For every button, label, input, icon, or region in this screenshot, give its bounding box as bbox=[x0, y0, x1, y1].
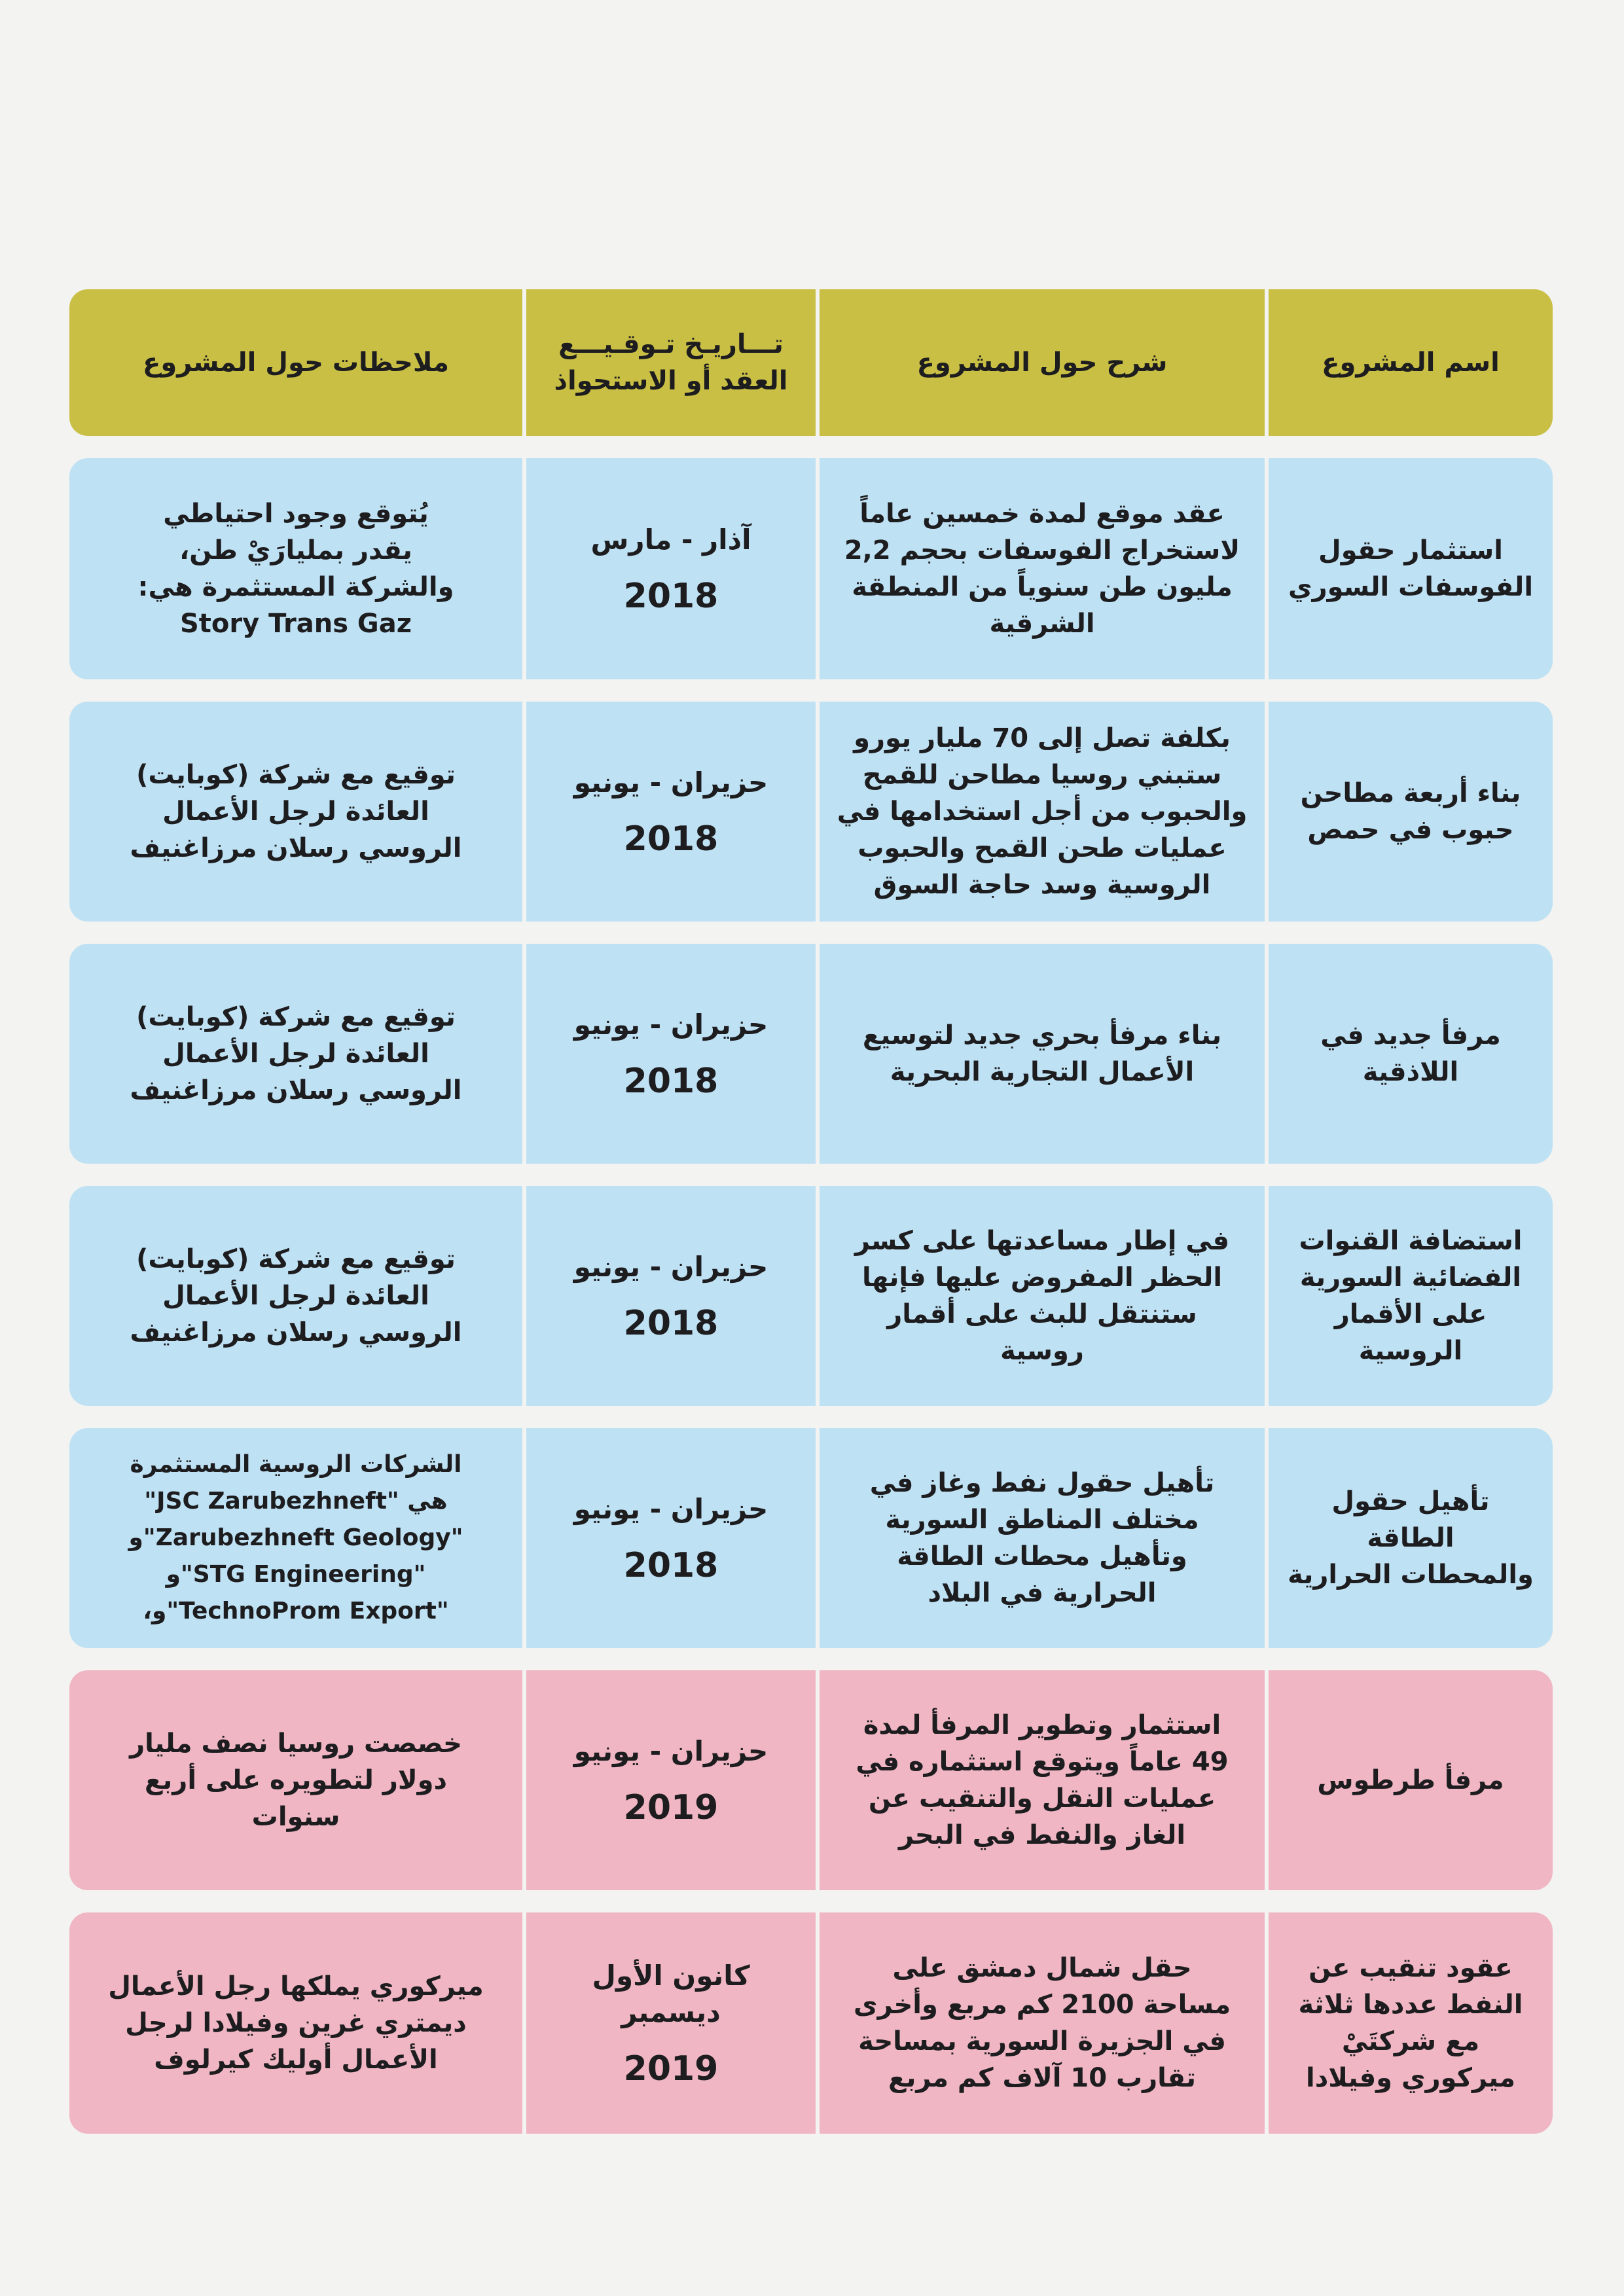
project-explanation: بكلفة تصل إلى 70 مليار يورو ستبني روسيا مطاحن للقمح والحبوب من أجل استخدامها في عمليات طحن القمح والحبوب الروسية وسد حاجة السوق bbox=[816, 702, 1265, 922]
header-notes: ملاحظات حول المشروع bbox=[69, 289, 522, 436]
project-explanation: في إطار مساعدتها على كسر الحظر المفروض عليها فإنها ستنتقل للبث على أقمار روسية bbox=[816, 1186, 1265, 1406]
date-label: حزيران - يونيو bbox=[573, 766, 768, 798]
project-notes: الشركات الروسية المستثمرة هي "JSC Zarubezhneft" "Zarubezhneft Geology"و "STG Engineering"و "TechnoProm Export"و، bbox=[69, 1428, 522, 1648]
header-date: تـــاريـخ تـوقـيـــع العقد أو الاستحواذ bbox=[522, 289, 816, 436]
project-date bbox=[522, 1912, 816, 2134]
project-notes: يُتوقع وجود احتياطي يقدر بمليارَيْ طن، والشركة المستثمرة هي: Story Trans Gaz bbox=[69, 458, 522, 679]
project-explanation: عقد موقع لمدة خمسين عاماً لاستخراج الفوسفات بحجم 2,2 مليون طن سنوياً من المنطقة الشرقية bbox=[816, 458, 1265, 679]
project-name: استضافة القنوات الفضائية السورية على الأقمار الروسية bbox=[1265, 1186, 1553, 1406]
date-label: حزيران - يونيو bbox=[573, 1009, 768, 1041]
date-label: حزيران - يونيو bbox=[573, 1493, 768, 1525]
table-row bbox=[69, 1428, 1553, 1648]
project-notes: توقيع مع شركة (كوبايت) العائدة لرجل الأعمال الروسي رسلان مرزاغنيف bbox=[69, 944, 522, 1164]
date-label: آذار - مارس bbox=[590, 524, 751, 556]
date-year: 2018 bbox=[623, 1546, 719, 1585]
date-year: 2019 bbox=[623, 1788, 719, 1827]
date-label: حزيران - يونيو bbox=[573, 1735, 768, 1767]
project-notes: خصصت روسيا نصف مليار دولار لتطويره على أربع سنوات bbox=[69, 1670, 522, 1890]
project-name: استثمار حقول الفوسفات السوري bbox=[1265, 458, 1553, 679]
date-year: 2018 bbox=[623, 819, 719, 859]
date-label: كانون الأول ديسمبر bbox=[592, 1960, 750, 2028]
project-name: عقود تنقيب عن النفط عددها ثلاثة مع شركتَيْ ميركوري وفيلادا bbox=[1265, 1912, 1553, 2134]
project-explanation: بناء مرفأ بحري جديد لتوسيع الأعمال التجارية البحرية bbox=[816, 944, 1265, 1164]
project-explanation: استثمار وتطوير المرفأ لمدة 49 عاماً ويتوقع استثماره في عمليات النقل والتنقيب عن الغاز والنفط في البحر bbox=[816, 1670, 1265, 1890]
table-header bbox=[69, 289, 1553, 436]
project-name: بناء أربعة مطاحن حبوب في حمص bbox=[1265, 702, 1553, 922]
project-notes: توقيع مع شركة (كوبايت) العائدة لرجل الأعمال الروسي رسلان مرزاغنيف bbox=[69, 702, 522, 922]
project-date bbox=[522, 1186, 816, 1406]
header-explanation: شرح حول المشروع bbox=[816, 289, 1265, 436]
table-row bbox=[69, 1912, 1553, 2134]
project-date bbox=[522, 944, 816, 1164]
project-date bbox=[522, 458, 816, 679]
header-project-name: اسم المشروع bbox=[1265, 289, 1553, 436]
table-row bbox=[69, 702, 1553, 922]
project-name: مرفأ جديد في اللاذقية bbox=[1265, 944, 1553, 1164]
date-year: 2018 bbox=[623, 1062, 719, 1101]
projects-table bbox=[69, 289, 1553, 2156]
date-year: 2018 bbox=[623, 1304, 719, 1343]
table-row bbox=[69, 944, 1553, 1164]
table-row bbox=[69, 1670, 1553, 1890]
table-row bbox=[69, 458, 1553, 679]
project-name: مرفأ طرطوس bbox=[1265, 1670, 1553, 1890]
project-notes: ميركوري يملكها رجل الأعمال ديمتري غرين وفيلادا لرجل الأعمال أوليك كيرلوف bbox=[69, 1912, 522, 2134]
project-date bbox=[522, 1670, 816, 1890]
date-label: حزيران - يونيو bbox=[573, 1251, 768, 1283]
project-explanation: تأهيل حقول نفط وغاز في مختلف المناطق السورية وتأهيل محطات الطاقة الحرارية في البلاد bbox=[816, 1428, 1265, 1648]
date-year: 2019 bbox=[623, 2049, 719, 2089]
project-notes: توقيع مع شركة (كوبايت) العائدة لرجل الأعمال الروسي رسلان مرزاغنيف bbox=[69, 1186, 522, 1406]
table-row bbox=[69, 1186, 1553, 1406]
project-date bbox=[522, 1428, 816, 1648]
project-explanation: حقل شمال دمشق على مساحة 2100 كم مربع وأخرى في الجزيرة السورية بمساحة تقارب 10 آلاف كم مربع bbox=[816, 1912, 1265, 2134]
date-year: 2018 bbox=[623, 577, 719, 616]
project-date bbox=[522, 702, 816, 922]
project-name: تأهيل حقول الطاقة والمحطات الحرارية bbox=[1265, 1428, 1553, 1648]
